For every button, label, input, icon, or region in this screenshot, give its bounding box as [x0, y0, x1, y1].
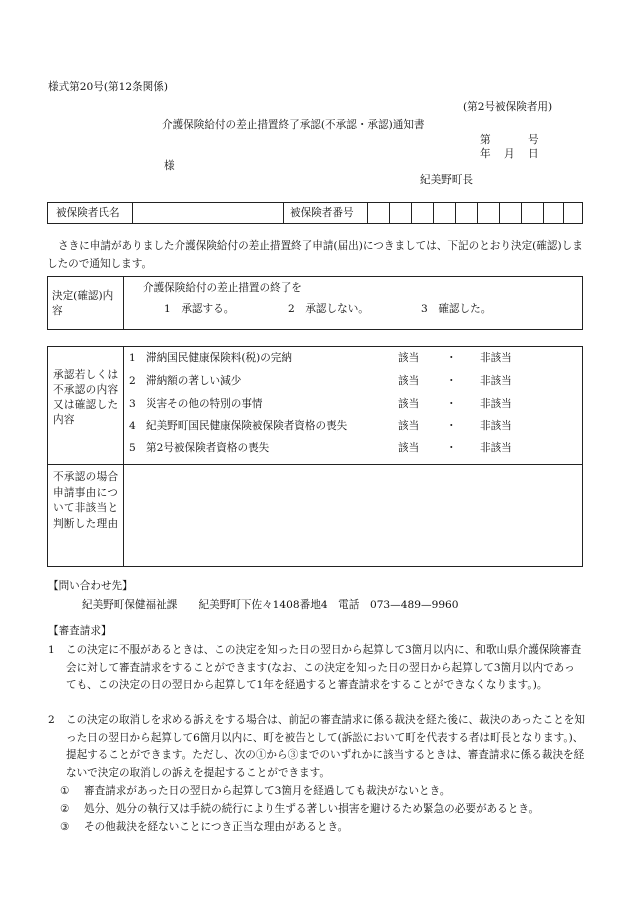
reason-item-3-separator: ・ — [446, 398, 457, 410]
appeal-sub-1-mark: ① — [60, 785, 70, 797]
contact-details: 紀美野町保健福祉課 紀美野町下佐々1408番地4 電話 073—489—9960 — [82, 599, 459, 611]
reason-item-5-not-applicable: 非該当 — [480, 442, 512, 454]
date-year: 年 — [480, 148, 491, 160]
reason-item-5-text: 第2号被保険者資格の喪失 — [146, 442, 270, 454]
appeal-heading: 【審査請求】 — [48, 625, 112, 637]
appeal-item-1-text: この決定に不服があるときは、この決定を知った日の翌日から起算して3箇月以内に、和歌山県介護保険審査会に対して審査請求をすることができます(なお、この決定を知った日の翌日から起算して3箇月以内であっても、この決定の日の翌日から起算して1年を経過すると審査請求をすることができなくなります。)。 — [66, 644, 582, 691]
reason-item-4-not-applicable: 非該当 — [480, 420, 512, 432]
reason-item-5-number: 5 — [129, 442, 136, 454]
reason-item-1-applicable: 該当 — [398, 352, 420, 364]
reason-item-2-number: 2 — [129, 375, 136, 387]
number-label: 第 — [480, 134, 491, 146]
reason-item-3-applicable: 該当 — [398, 398, 420, 410]
appeal-item-1 — [48, 642, 585, 695]
addressee-suffix: 様 — [164, 160, 175, 172]
option-reject: 2 承認しない。 — [288, 303, 369, 315]
rejection-reason-field[interactable] — [124, 465, 582, 566]
reason-item-1-text: 滞納国民健康保険料(税)の完納 — [146, 352, 292, 364]
document-title: 介護保険給付の差止措置終了承認(不承認・承認)通知書 — [162, 119, 425, 131]
appeal-sub-1-text: 審査請求があった日の翌日から起算して3箇月を経過しても裁決がないとき。 — [84, 785, 451, 797]
reasons-label: 承認若しくは不承認の内容又は確認した内容 — [53, 369, 119, 426]
rejection-reason-label: 不承認の場合申請事由について非該当と判断した理由 — [53, 471, 119, 530]
reason-item-4-separator: ・ — [446, 420, 457, 432]
issuer: 紀美野町長 — [420, 174, 473, 186]
contact-heading: 【問い合わせ先】 — [48, 580, 133, 592]
reason-item-1-number: 1 — [129, 352, 136, 364]
intro-paragraph: さきに申請がありました介護保険給付の差止措置終了申請(届出)につきましては、下記のとおり決定(確認)しましたので通知します。 — [47, 240, 583, 270]
reason-item-3-not-applicable: 非該当 — [480, 398, 512, 410]
appeal-item-2 — [48, 712, 585, 782]
reason-item-4-number: 4 — [129, 420, 136, 432]
appeal-item-2-number: 2 — [48, 714, 55, 726]
reason-item-3-number: 3 — [129, 398, 136, 410]
reason-item-2-not-applicable: 非該当 — [480, 375, 512, 387]
reason-item-5-applicable: 該当 — [398, 442, 420, 454]
insured-number-field[interactable] — [368, 203, 582, 223]
insured-category: (第2号被保険者用) — [463, 101, 553, 113]
reason-item-1-separator: ・ — [446, 352, 457, 364]
insured-name-field[interactable] — [133, 203, 283, 223]
appeal-sub-3-text: その他裁決を経ないことにつき正当な理由があるとき。 — [84, 821, 349, 833]
decision-statement: 介護保険給付の差止措置の終了を — [143, 282, 302, 294]
appeal-item-1-number: 1 — [48, 644, 55, 656]
reason-item-2-text: 滞納額の著しい減少 — [146, 375, 242, 387]
insured-number-label: 被保険者番号 — [290, 207, 354, 219]
reason-item-4-applicable: 該当 — [398, 420, 420, 432]
number-suffix: 号 — [528, 134, 539, 146]
form-number: 様式第20号(第12条関係) — [48, 81, 168, 93]
appeal-item-2-text: この決定の取消しを求める訴えをする場合は、前記の審査請求に係る裁決を経た後に、裁決のあったことを知った日の翌日から起算して6箇月以内に、町を被告として(訴訟において町を代表する者は町長となります。)、提起することができます。ただし、次の①から③までのいずれかに該当するときは、審査請求に係る裁決を経ないで決定の取消しの訴えを提起することができます。 — [66, 714, 585, 779]
appeal-sub-3-mark: ③ — [60, 821, 70, 833]
decision-label: 決定(確認)内容 — [52, 290, 114, 317]
date-month: 月 — [504, 148, 515, 160]
insured-name-label: 被保険者氏名 — [56, 207, 120, 219]
reason-item-5-separator: ・ — [446, 442, 457, 454]
reason-item-2-separator: ・ — [446, 375, 457, 387]
reason-item-3-text: 災害その他の特別の事情 — [146, 398, 263, 410]
option-confirm: 3 確認した。 — [421, 303, 492, 315]
option-approve: 1 承認する。 — [164, 303, 235, 315]
appeal-sub-2-text: 処分、処分の執行又は手続の続行により生ずる著しい損害を避けるため緊急の必要があるとき。 — [84, 803, 540, 815]
reason-item-1-not-applicable: 非該当 — [480, 352, 512, 364]
reason-item-4-text: 紀美野町国民健康保険被保険者資格の喪失 — [146, 420, 348, 432]
date-day: 日 — [528, 148, 539, 160]
appeal-sub-2-mark: ② — [60, 803, 70, 815]
reason-item-2-applicable: 該当 — [398, 375, 420, 387]
